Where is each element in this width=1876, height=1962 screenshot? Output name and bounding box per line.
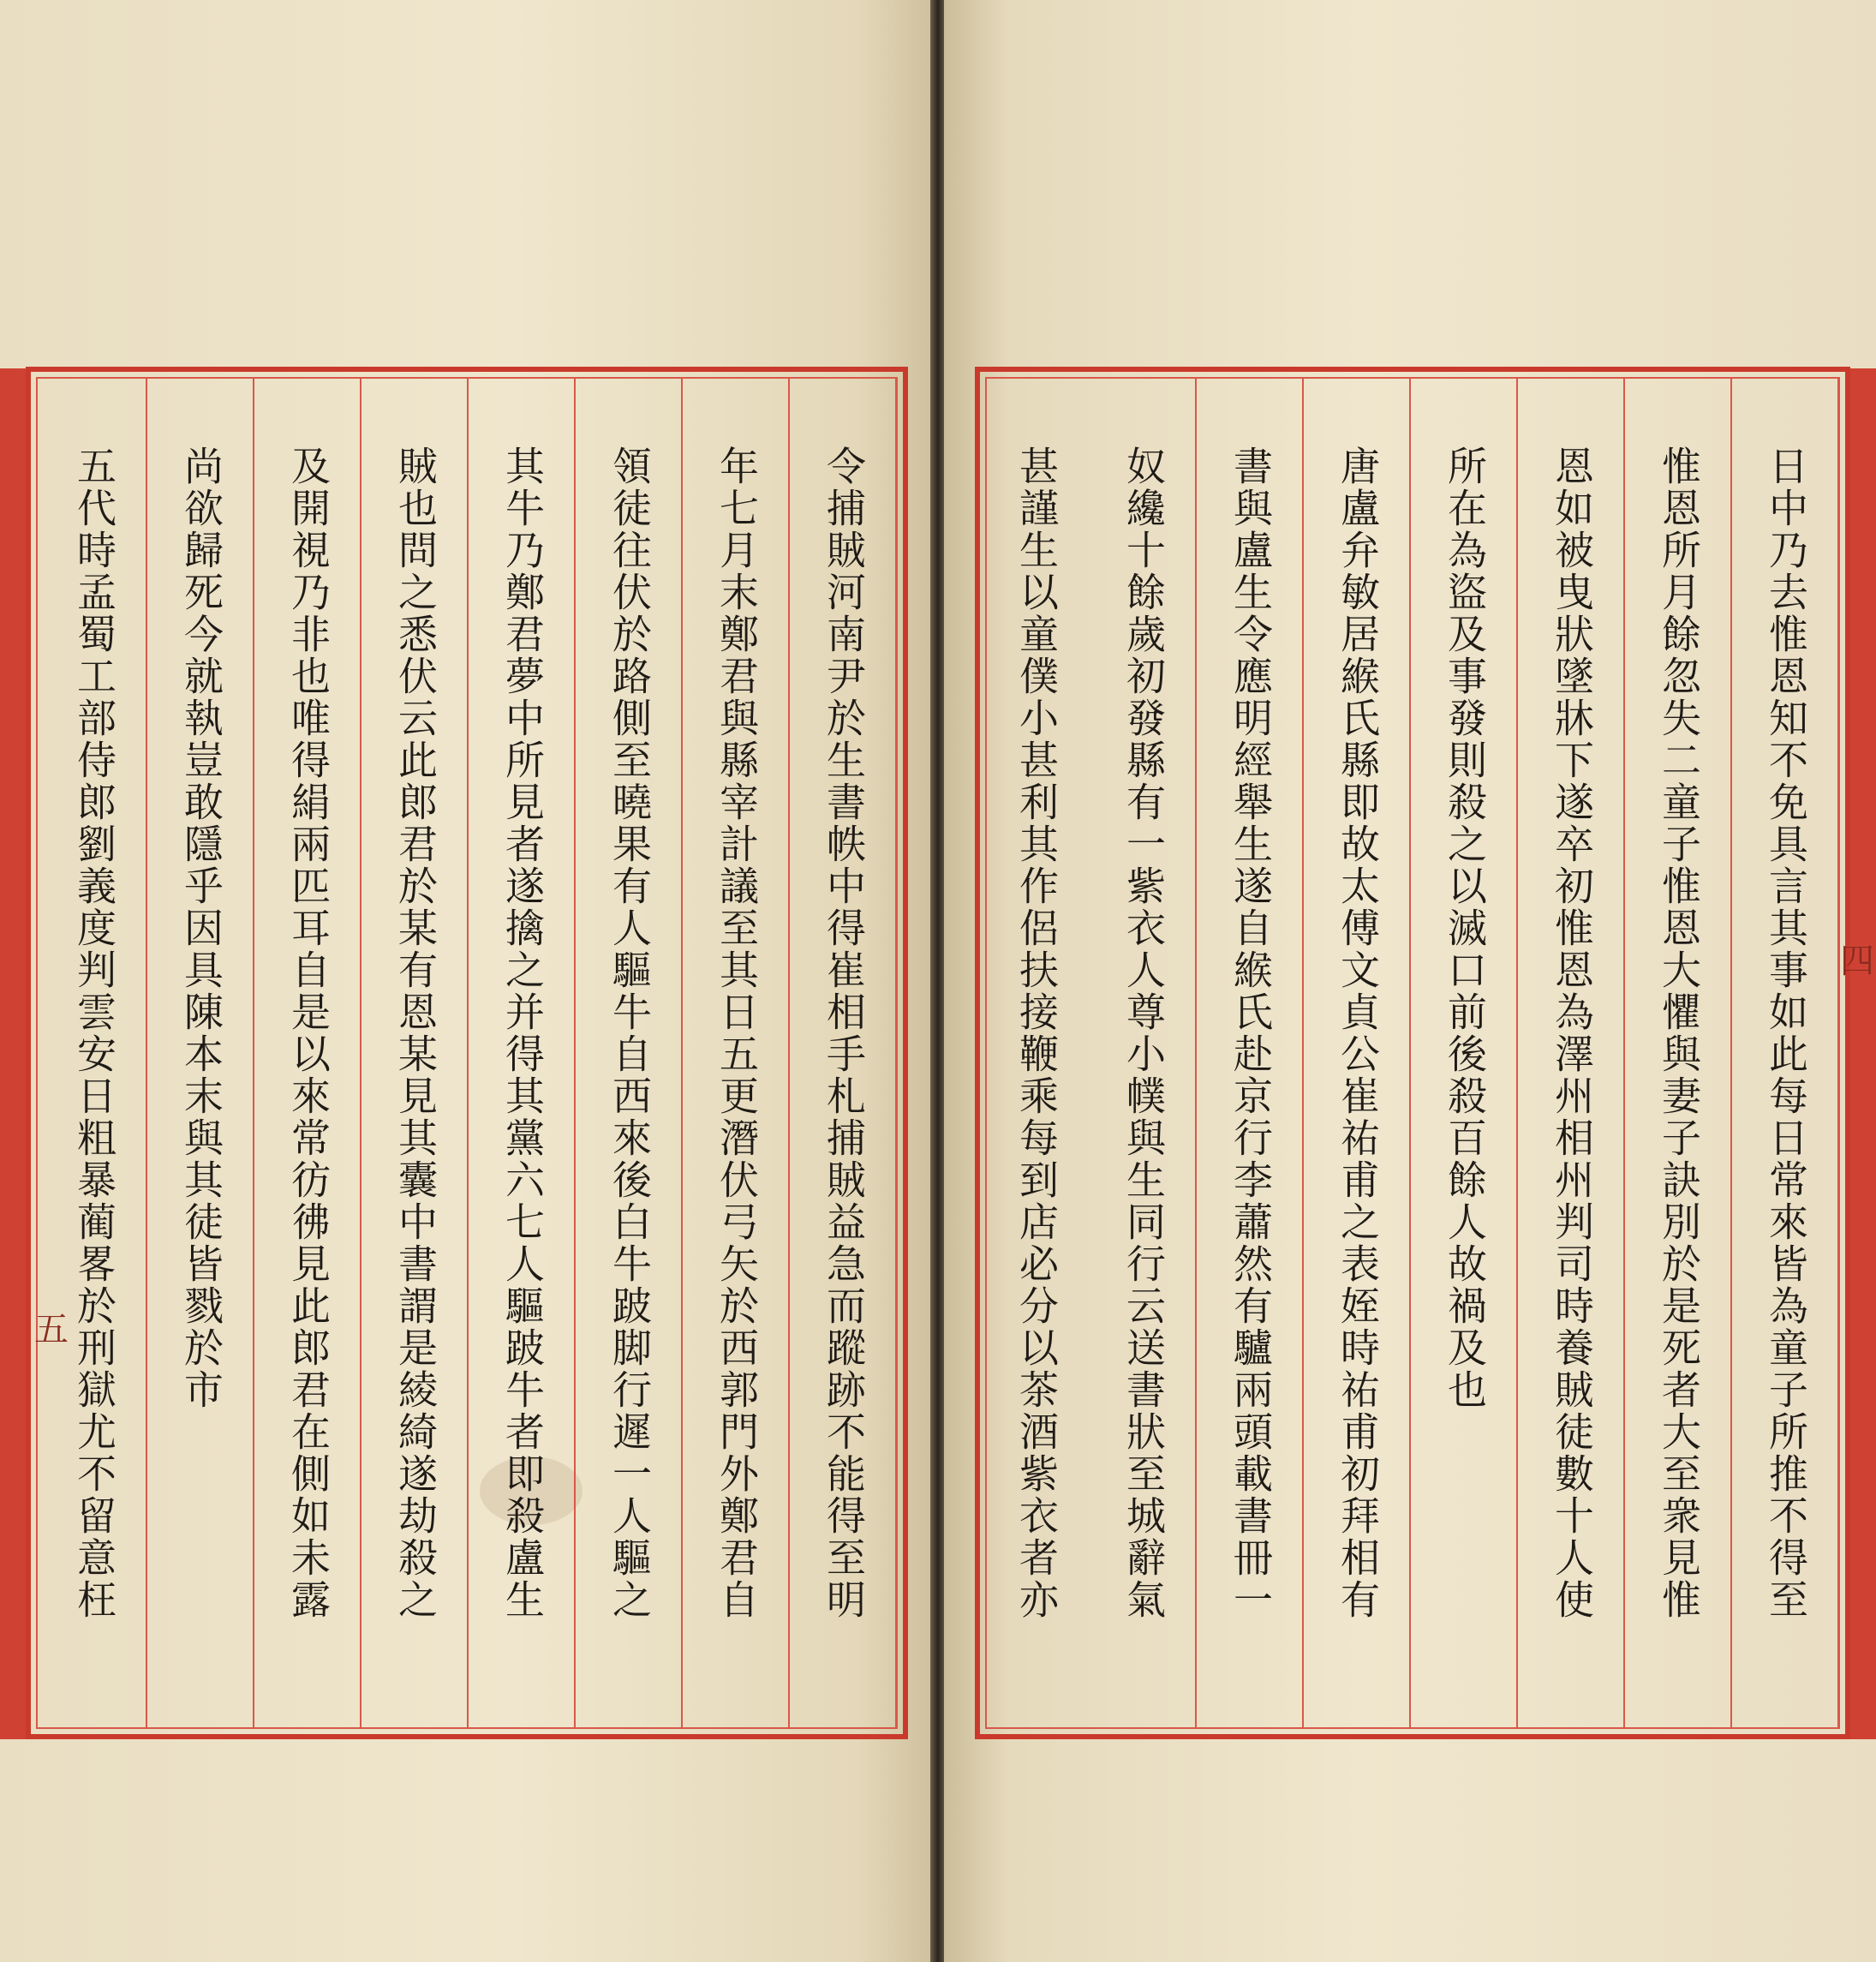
left-column-5 (361, 379, 469, 1727)
left-column-8 (40, 379, 147, 1727)
column-text: 五代時孟蜀工部侍郎劉義度判雲安日粗暴蔺畧於刑獄尤不留意枉 (71, 446, 117, 1621)
right-column-2 (1625, 379, 1732, 1727)
right-column-3 (1518, 379, 1625, 1727)
left-grid (36, 377, 898, 1729)
column-text: 惟恩所月餘忽失二童子惟恩大懼與妻子訣別於是死者大至衆見惟 (1656, 446, 1702, 1621)
right-column-4 (1411, 379, 1518, 1727)
left-column-2 (683, 379, 790, 1727)
left-column-4 (469, 379, 576, 1727)
left-column-3 (576, 379, 683, 1727)
left-column-1 (790, 379, 897, 1727)
right-column-5 (1304, 379, 1411, 1727)
right-folio-number: 四 (1840, 942, 1874, 981)
column-text: 甚謹生以童僕小甚利其作侶扶接鞭乘每到店必分以茶酒紫衣者亦 (1013, 446, 1060, 1621)
column-text: 令捕賊河南尹於生書帙中得崔相手札捕賊益急而蹤跡不能得至明 (821, 446, 867, 1621)
column-text: 尚欲歸死今就執豈敢隱乎因具陳本末與其徒皆戮於市 (178, 446, 224, 1411)
column-text: 書與盧生令應明經舉生遂自緱氏赴京行李蕭然有驢兩頭載書冊一 (1228, 446, 1274, 1621)
left-column-7 (147, 379, 254, 1727)
right-column-8 (983, 379, 1090, 1727)
column-text: 奴纔十餘歲初發縣有一紫衣人尊小幞與生同行云送書狀至城辭氣 (1120, 446, 1167, 1621)
column-text: 年七月末鄭君與縣宰計議至其日五更潛伏弓矢於西郭門外鄭君自 (714, 446, 760, 1621)
left-column-6 (254, 379, 361, 1727)
column-text: 其牛乃鄭君夢中所見者遂擒之并得其黨六七人驅跛牛者即殺盧生 (499, 446, 546, 1621)
right-page (944, 0, 1876, 1962)
left-text-frame (26, 367, 908, 1739)
right-grid (985, 377, 1840, 1729)
column-text: 唐盧弁敏居緱氏縣即故太傅文貞公崔祐甫之表姪時祐甫初拜相有 (1335, 446, 1381, 1621)
column-text: 恩如被曳狀墜牀下遂卒初惟恩為澤州相州判司時養賊徒數十人使 (1549, 446, 1595, 1621)
left-page (0, 0, 932, 1962)
left-margin-band (0, 368, 26, 1739)
column-text: 日中乃去惟恩知不免具言其事如此每日常來皆為童子所推不得至 (1763, 446, 1809, 1621)
column-text: 所在為盜及事發則殺之以滅口前後殺百餘人故禍及也 (1442, 446, 1488, 1411)
right-column-1 (1732, 379, 1839, 1727)
right-column-6 (1197, 379, 1304, 1727)
right-column-7 (1090, 379, 1197, 1727)
column-text: 及開視乃非也唯得絹兩匹耳自是以來常彷彿見此郎君在側如未露 (285, 446, 332, 1621)
column-text: 領徒往伏於路側至曉果有人驅牛自西來後白牛跛脚行遲一人驅之 (606, 446, 653, 1621)
left-folio-number: 五 (34, 1310, 69, 1349)
right-text-frame (975, 367, 1850, 1739)
column-text: 賊也問之悉伏云此郎君於某有恩某見其囊中書謂是綾綺遂劫殺之 (392, 446, 439, 1621)
right-margin-band (1850, 368, 1876, 1739)
